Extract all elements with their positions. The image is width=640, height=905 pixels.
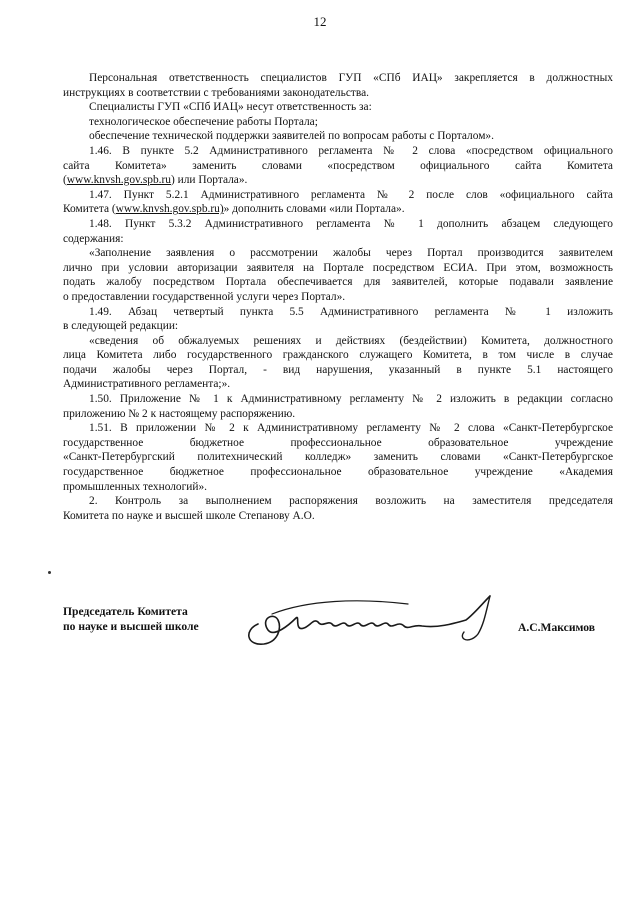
signatory-title-line: Председатель Комитета [63, 605, 188, 618]
paragraph: лично при условии авторизации заявителя на Портале посредством ЕСИА. При этом, возможность [63, 261, 613, 274]
paragraph: государственное бюджетное профессиональное образовательное учреждение [63, 436, 613, 449]
document-body [63, 71, 613, 523]
scan-dot [48, 571, 51, 574]
paragraph: 1.49. Абзац четвертый пункта 5.5 Административного регламента № 1 изложить [89, 305, 613, 318]
paragraph: «Санкт-Петербургский политехнический колледж» заменить словами «Санкт-Петербургское [63, 451, 613, 464]
paragraph: о предоставлении государственной услуги через Портал». [63, 290, 346, 303]
paragraph: 2. Контроль за выполнением распоряжения возложить на заместителя председателя [89, 495, 613, 508]
paragraph: Административного регламента;». [63, 378, 231, 391]
paragraph: 1.46. В пункте 5.2 Административного регламента № 2 слова «посредством официального [89, 144, 613, 157]
paragraph: Специалисты ГУП «СПб ИАЦ» несут ответственность за: [89, 101, 372, 114]
paragraph: приложению № 2 к настоящему распоряжению. [63, 407, 296, 420]
paragraph: государственное бюджетное профессиональное образовательное учреждение «Академия [63, 466, 613, 479]
website-link[interactable]: www.knvsh.gov.spb.ru) [115, 203, 224, 216]
page-number: 12 [313, 14, 327, 29]
text: Комитета ( [63, 203, 116, 216]
paragraph: технологическое обеспечение работы Портала; [89, 115, 318, 128]
paragraph: обеспечение технической поддержки заявителей по вопросам работы с Порталом». [89, 130, 494, 143]
paragraph: Персональная ответственность специалистов ГУП «СПб ИАЦ» закрепляется в должностных [89, 72, 613, 84]
paragraph: «сведения об обжалуемых решениях и действиях (бездействии) Комитета, должностного [89, 334, 613, 347]
paragraph: лица Комитета либо государственного гражданского служащего Комитета, в том числе в случае [63, 349, 613, 362]
paragraph: в следующей редакции: [63, 320, 179, 333]
paragraph: сайта Комитета» заменить словами «посредством официального сайта Комитета [63, 159, 613, 172]
signatory-title [63, 604, 199, 634]
paragraph [63, 173, 613, 188]
paragraph: Комитета по науке и высшей школе Степанову А.О. [63, 509, 315, 522]
paragraph: промышленных технологий». [63, 480, 208, 493]
paragraph: подать жалобу посредством Портала обеспечивается для заявителей, которые подавали заявление [63, 276, 613, 289]
text: ( [63, 174, 67, 187]
paragraph: «Заполнение заявления о рассмотрении жалобы через Портал производится заявителем [89, 247, 613, 260]
paragraph: инструкциях в соответствии с требованиями законодательства. [63, 86, 369, 99]
paragraph [63, 202, 613, 217]
website-link[interactable]: www.knvsh.gov.spb.ru [66, 174, 171, 187]
text: » дополнить словами «или Портала». [223, 203, 405, 216]
text: ) или Портала». [171, 174, 248, 187]
paragraph: 1.47. Пункт 5.2.1 Административного регламента № 2 после слов «официального сайта [89, 188, 613, 201]
signatory-title-line: по науке и высшей школе [63, 620, 199, 633]
paragraph: 1.48. Пункт 5.3.2 Административного регламента № 1 дополнить абзацем следующего [89, 217, 613, 230]
paragraph: содержания: [63, 232, 124, 245]
paragraph: подачи жалобы через Портал, - вид нарушения, указанный в пункте 5.1 настоящего [63, 363, 613, 376]
signatory-name: А.С.Максимов [518, 621, 596, 634]
paragraph: 1.50. Приложение № 1 к Административному регламенту № 2 изложить в редакции согласно [89, 393, 613, 406]
handwritten-signature [238, 584, 518, 654]
paragraph: 1.51. В приложении № 2 к Административному регламенту № 2 слова «Санкт-Петербургское [89, 422, 613, 435]
